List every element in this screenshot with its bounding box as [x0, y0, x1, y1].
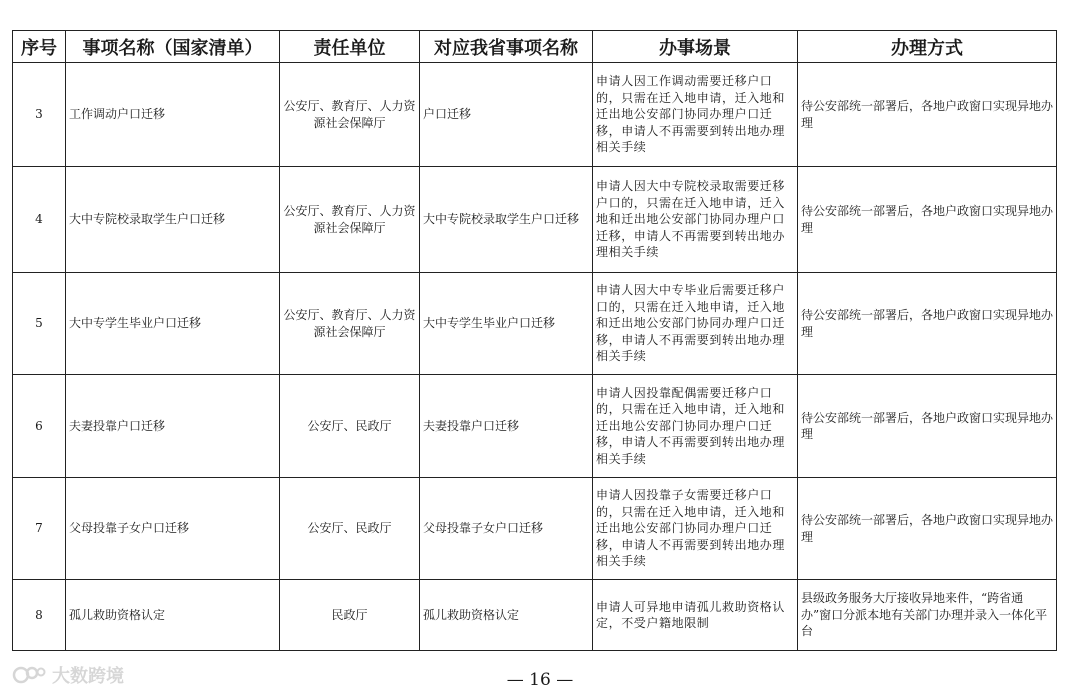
cell-responsible-unit: 公安厅、民政厅 [280, 478, 420, 580]
cell-item-name: 夫妻投靠户口迁移 [66, 375, 280, 478]
cell-method: 县级政务服务大厅接收异地来件，“跨省通办”窗口分派本地有关部门办理并录入一体化平台 [798, 580, 1057, 651]
cell-scenario: 申请人因工作调动需要迁移户口的，只需在迁入地申请，迁入地和迁出地公安部门协同办理户口迁移，申请人不再需要到转出地办理相关手续 [593, 63, 798, 167]
cell-local-item-name: 大中专学生毕业户口迁移 [420, 273, 593, 375]
cell-item-name: 大中专学生毕业户口迁移 [66, 273, 280, 375]
cell-method: 待公安部统一部署后，各地户政窗口实现异地办理 [798, 478, 1057, 580]
cell-method: 待公安部统一部署后，各地户政窗口实现异地办理 [798, 63, 1057, 167]
cell-responsible-unit: 公安厅、教育厅、人力资源社会保障厅 [280, 63, 420, 167]
header-local-item-name: 对应我省事项名称 [420, 31, 593, 63]
cell-scenario: 申请人可异地申请孤儿救助资格认定，不受户籍地限制 [593, 580, 798, 651]
cell-seq: 3 [13, 63, 66, 167]
table-row [13, 63, 1057, 167]
cell-method: 待公安部统一部署后，各地户政窗口实现异地办理 [798, 273, 1057, 375]
cell-method: 待公安部统一部署后，各地户政窗口实现异地办理 [798, 375, 1057, 478]
cell-item-name: 孤儿救助资格认定 [66, 580, 280, 651]
cell-responsible-unit: 公安厅、民政厅 [280, 375, 420, 478]
cell-responsible-unit: 公安厅、教育厅、人力资源社会保障厅 [280, 167, 420, 273]
cell-seq: 6 [13, 375, 66, 478]
table-header-row [13, 31, 1057, 63]
cell-responsible-unit: 公安厅、教育厅、人力资源社会保障厅 [280, 273, 420, 375]
header-method: 办理方式 [798, 31, 1057, 63]
header-seq: 序号 [13, 31, 66, 63]
cell-seq: 8 [13, 580, 66, 651]
cell-item-name: 父母投靠子女户口迁移 [66, 478, 280, 580]
header-responsible-unit: 责任单位 [280, 31, 420, 63]
cell-seq: 5 [13, 273, 66, 375]
cell-method: 待公安部统一部署后，各地户政窗口实现异地办理 [798, 167, 1057, 273]
cell-scenario: 申请人因大中专毕业后需要迁移户口的，只需在迁入地申请，迁入地和迁出地公安部门协同办理户口迁移，申请人不再需要到转出地办理相关手续 [593, 273, 798, 375]
page-number: — 16 — [506, 670, 574, 690]
cell-seq: 7 [13, 478, 66, 580]
cell-local-item-name: 户口迁移 [420, 63, 593, 167]
cell-scenario: 申请人因投靠子女需要迁移户口的，只需在迁入地申请，迁入地和迁出地公安部门协同办理户口迁移，申请人不再需要到转出地办理相关手续 [593, 478, 798, 580]
header-item-name: 事项名称（国家清单） [66, 31, 280, 63]
table-row [13, 375, 1057, 478]
cell-local-item-name: 大中专院校录取学生户口迁移 [420, 167, 593, 273]
cell-scenario: 申请人因大中专院校录取需要迁移户口的，只需在迁入地申请，迁入地和迁出地公安部门协同办理户口迁移，申请人不再需要到转出地办理相关手续 [593, 167, 798, 273]
service-table [12, 30, 1057, 651]
table-row [13, 167, 1057, 273]
cell-item-name: 大中专院校录取学生户口迁移 [66, 167, 280, 273]
cell-responsible-unit: 民政厅 [280, 580, 420, 651]
cell-seq: 4 [13, 167, 66, 273]
table-row [13, 273, 1057, 375]
table-row [13, 580, 1057, 651]
cell-scenario: 申请人因投靠配偶需要迁移户口的，只需在迁入地申请，迁入地和迁出地公安部门协同办理户口迁移，申请人不再需要到转出地办理相关手续 [593, 375, 798, 478]
cell-local-item-name: 夫妻投靠户口迁移 [420, 375, 593, 478]
cell-local-item-name: 父母投靠子女户口迁移 [420, 478, 593, 580]
header-scenario: 办事场景 [593, 31, 798, 63]
watermark-text: 大数跨境 [52, 666, 124, 687]
cell-item-name: 工作调动户口迁移 [66, 63, 280, 167]
table-row [13, 478, 1057, 580]
cell-local-item-name: 孤儿救助资格认定 [420, 580, 593, 651]
